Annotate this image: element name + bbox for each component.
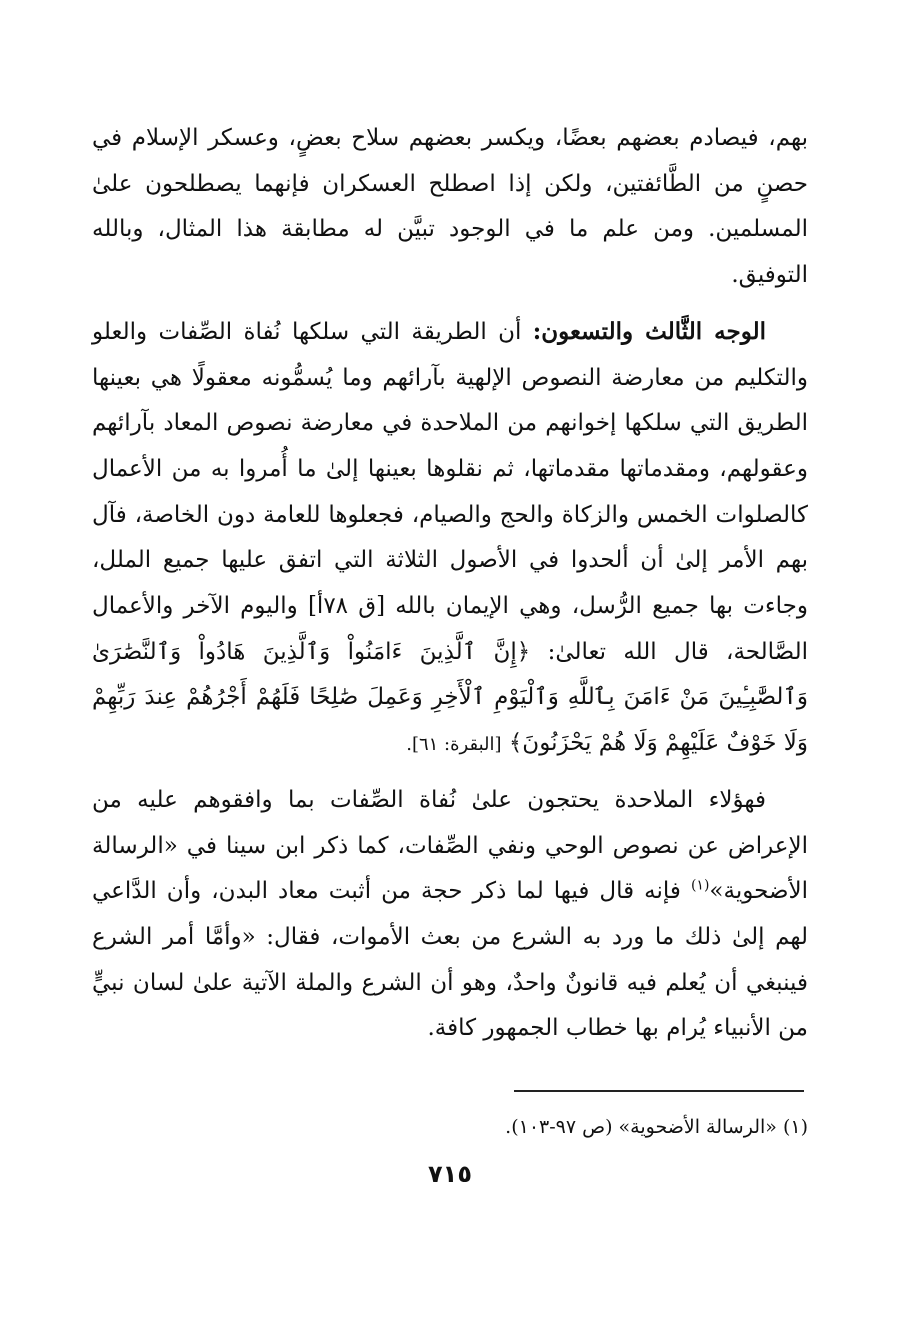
paragraph-3-text-continued: فإنه قال فيها لما ذكر حجة من أثبت معاد البدن، وأن الدَّاعي لهم إلىٰ ذلك ما ورد به الشرع من بعث الأموات، فقال: «وأمَّا أمر الشرع فينبغي أن يُعلم فيه قانونٌ واحدٌ، وهو أن الشرع والملة الآتية علىٰ لسان نبيٍّ من الأنبياء يُرام بها خطاب الجمهور كافة. bbox=[92, 878, 808, 1042]
footnote-marker-label: (١) bbox=[782, 1116, 808, 1138]
paragraph-2-text: أن الطريقة التي سلكها نُفاة الصِّفات والعلو والتكليم من معارضة النصوص الإلهية بآرائهم وما يُسمُّونه معقولًا هي بعينها الطريق التي سلكها إخوانهم من الملاحدة في معارضة نصوص المعاد بآرائهم وعقولهم، ومقدماتها مقدماتها، ثم نقلوها بعينها إلىٰ ما أُمروا به من الأعمال كالصلوات الخمس والزكاة والحج والصيام، فجعلوها للعامة دون الخاصة، فآل بهم الأمر إلىٰ أن ألحدوا في الأصول الثلاثة التي اتفق عليها جميع الملل، وجاءت بها جميع الرُّسل، وهي الإيمان بالله bbox=[92, 318, 808, 620]
verse-reference: [البقرة: ٦١]. bbox=[406, 734, 502, 756]
footnote bbox=[92, 1112, 808, 1142]
section-heading: الوجه الثَّالث والتسعون: bbox=[532, 317, 766, 345]
paragraph-2 bbox=[92, 309, 808, 768]
paragraph-1 bbox=[92, 116, 808, 299]
paragraph-3 bbox=[92, 778, 808, 1052]
page-body bbox=[92, 116, 808, 1052]
quran-verse: ﴿إِنَّ ٱلَّذِينَ ءَامَنُواْ وَٱلَّذِينَ هَادُواْ وَٱلنَّصَٰرَىٰ وَٱلصَّٰبِـِٔينَ مَنْ ءَامَنَ بِٱللَّهِ وَٱلْيَوْمِ ٱلْأَخِرِ وَعَمِلَ صَٰلِحًا فَلَهُمْ أَجْرُهُمْ عِندَ رَبِّهِمْ وَلَا خَوْفٌ عَلَيْهِمْ وَلَا هُمْ يَحْزَنُونَ﴾ bbox=[92, 638, 808, 757]
footnote-divider bbox=[514, 1090, 804, 1092]
paragraph-3-text: فهؤلاء الملاحدة يحتجون علىٰ نُفاة الصِّفات بما وافقوهم عليه من الإعراض عن نصوص الوحي ونفي الصِّفات، كما ذكر ابن سينا في «الرسالة الأضحوية» bbox=[92, 786, 808, 905]
footnote-marker[interactable]: (١) bbox=[690, 877, 710, 894]
footnote-text: «الرسالة الأضحوية» (ص ٩٧-١٠٣). bbox=[505, 1116, 777, 1138]
manuscript-reference: [ق ٧٨أ] bbox=[307, 593, 386, 620]
page-number: ٧١٥ bbox=[428, 1160, 472, 1188]
paragraph-2-text-continued: واليوم الآخر والأعمال الصَّالحة، قال الله تعالىٰ: bbox=[92, 593, 809, 665]
paragraph-1-text: بهم، فيصادم بعضهم بعضًا، ويكسر بعضهم سلاح بعضٍ، وعسكر الإسلام في حصنٍ من الطَّائفتين، ولكن إذا اصطلح العسكران فإنهما يصطلحون علىٰ المسلمين. ومن علم ما في الوجود تبيَّن له مطابقة هذا المثال، وبالله التوفيق. bbox=[92, 125, 808, 289]
